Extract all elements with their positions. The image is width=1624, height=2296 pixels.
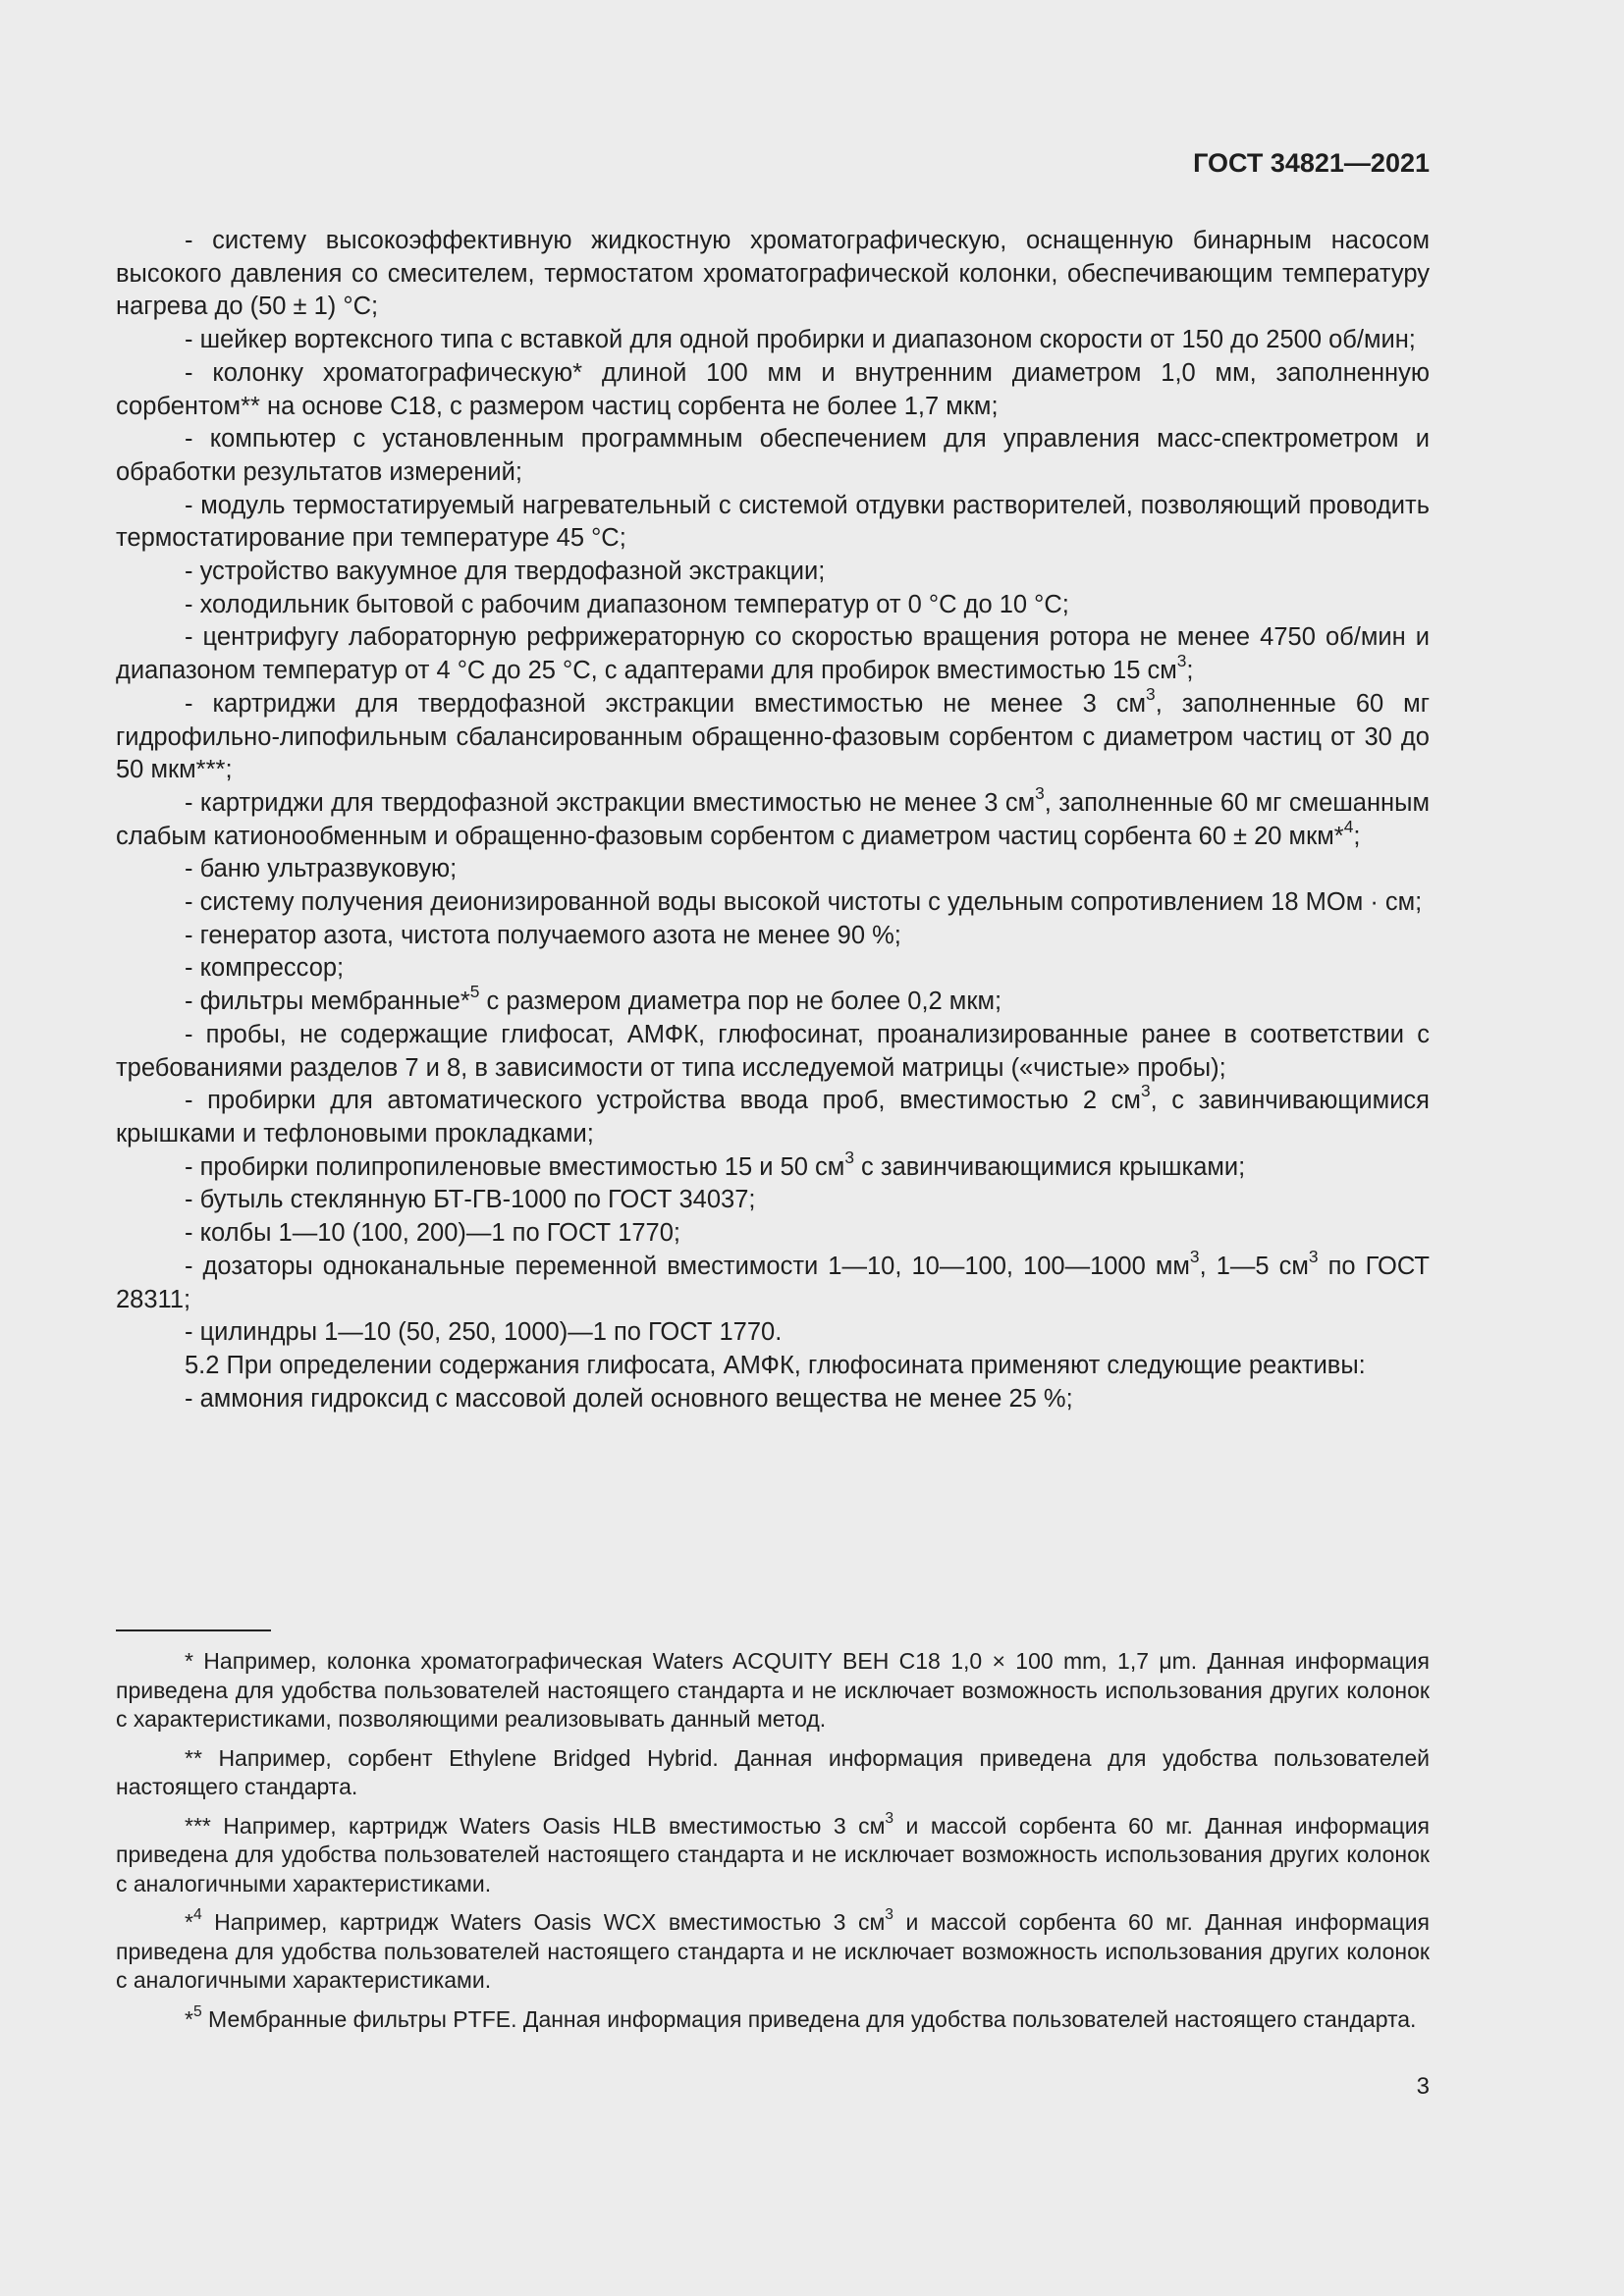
list-item: - бутыль стеклянную БТ-ГВ-1000 по ГОСТ 34037; <box>185 1186 756 1214</box>
superscript: 3 <box>885 1809 894 1827</box>
text-segment: , 1—5 см <box>1199 1252 1309 1280</box>
text-segment: и массой сорбента 60 мг. Данная информация приведена для удобства пользователей настоящего стандарта и не исключает возможность использования других колонок с аналогичными характеристиками. <box>116 1812 1430 1896</box>
list-item <box>116 621 1430 687</box>
list-item <box>116 683 1431 787</box>
page-number: 3 <box>1416 2073 1430 2100</box>
text-segment: по ГОСТ 28311; <box>116 1252 1430 1313</box>
list-item <box>116 1147 1430 1185</box>
list-item: - компьютер с установленным программным обеспечением для управления масс-спектрометром и обработки результатов измерений; <box>116 425 1430 486</box>
text-segment: - дозаторы одноканальные переменной вместимости 1—10, 10—100, 100—1000 мм <box>185 1252 1190 1280</box>
text-segment: и массой сорбента 60 мг. Данная информация приведена для удобства пользователей настоящего стандарта и не исключает возможность использования других колонок с аналогичными характеристиками. <box>116 1909 1431 1993</box>
main-text <box>116 225 1430 1415</box>
superscript: 3 <box>1308 1246 1319 1266</box>
superscript: 3 <box>885 1906 893 1923</box>
list-item: - колонку хроматографическую* длиной 100 мм и внутренним диаметром 1,0 мм, заполненную сорбентом** на основе С18, с размером частиц сорбента не более 1,7 мкм; <box>116 358 1430 420</box>
text-segment: - пробирки полипропиленовые вместимостью 15 и 50 см <box>185 1152 845 1181</box>
document-code: ГОСТ 34821—2021 <box>1193 148 1430 178</box>
list-item <box>116 1081 1430 1150</box>
text-segment: , заполненные 60 мг смешанным слабым катионообменным и обращенно-фазовым сорбентом с диаметром частиц сорбента 60 ± 20 мкм* <box>116 788 1430 850</box>
superscript: 4 <box>1343 816 1354 836</box>
list-item <box>116 782 1430 853</box>
footnote <box>116 2002 1430 2035</box>
list-item: - баню ультразвуковую; <box>185 855 458 883</box>
text-segment: * <box>185 2005 193 2032</box>
superscript: 5 <box>469 982 480 1002</box>
section-paragraph: 5.2 При определении содержания глифосата, АМФК, глюфосината применяют следующие реактивы: <box>185 1351 1366 1379</box>
list-item: - систему получения деионизированной воды высокой чистоты с удельным сопротивлением 18 МОм · см; <box>185 888 1423 917</box>
footnotes <box>116 1647 1430 2044</box>
list-item: - компрессор; <box>185 954 345 983</box>
list-item <box>116 982 1430 1019</box>
list-item: - колбы 1—10 (100, 200)—1 по ГОСТ 1770; <box>185 1219 681 1248</box>
superscript: 5 <box>192 2002 202 2020</box>
list-item: - систему высокоэффективную жидкостную хроматографическую, оснащенную бинарным насосом высокого давления со смесителем, термостатом хроматографической колонки, обеспечивающим температуру нагрева до (50 ± 1) °С; <box>116 227 1430 321</box>
text-segment: ; <box>1186 657 1194 685</box>
list-item: - холодильник бытовой с рабочим диапазоном температур от 0 °С до 10 °С; <box>185 590 1069 618</box>
text-segment: с размером диаметра пор не более 0,2 мкм; <box>479 988 1002 1016</box>
list-item: - пробы, не содержащие глифосат, АМФК, глюфосинат, проанализированные ранее в соответствии с требованиями разделов 7 и 8, в зависимости от типа исследуемой матрицы («чистые» пробы); <box>116 1020 1430 1082</box>
text-segment: * <box>185 1909 193 1935</box>
text-segment: Например, картридж Waters Oasis WCX вместимостью 3 см <box>201 1909 886 1935</box>
text-segment: - центрифугу лабораторную рефрижераторную со скоростью вращения ротора не менее 4750 об/мин и диапазоном температур от 4 °С до 25 °С, с адаптерами для пробирок вместимостью 15 см <box>116 623 1430 685</box>
text-segment: - картриджи для твердофазной экстракции вместимостью не менее 3 см <box>185 788 1036 817</box>
footnote: ** Например, сорбент Ethylene Bridged Hybrid. Данная информация приведена для удобства пользователей настоящего стандарта. <box>116 1744 1430 1799</box>
text-segment: *** Например, картридж Waters Oasis HLB вместимостью 3 см <box>185 1812 886 1839</box>
text-segment: - картриджи для твердофазной экстракции вместимостью не менее 3 см <box>185 689 1147 718</box>
text-segment: - пробирки для автоматического устройства ввода проб, вместимостью 2 см <box>185 1087 1141 1115</box>
superscript: 3 <box>1140 1081 1151 1101</box>
text-segment: с завинчивающимися крышками; <box>853 1152 1246 1181</box>
text-segment: , заполненные 60 мг гидрофильно-липофильным сбалансированным обращенно-фазовым сорбентом с диаметром частиц от 30 до 50 мкм***; <box>116 689 1431 784</box>
superscript: 4 <box>192 1906 202 1923</box>
text-segment: ; <box>1353 822 1361 850</box>
list-item <box>116 1246 1430 1316</box>
list-item: - модуль термостатируемый нагревательный с системой отдувки растворителей, позволяющий проводить термостатирование при температуре 45 °С; <box>116 491 1430 553</box>
footnote <box>116 1809 1430 1899</box>
list-item: - шейкер вортексного типа с вставкой для одной пробирки и диапазоном скорости от 150 до 2500 об/мин; <box>185 326 1416 354</box>
superscript: 3 <box>1035 782 1045 803</box>
text-segment: , с завинчивающимися крышками и тефлоновыми прокладками; <box>116 1087 1430 1148</box>
text-segment: - фильтры мембранные* <box>185 988 470 1016</box>
footnote-divider <box>116 1629 271 1631</box>
list-item: - аммония гидроксид с массовой долей основного вещества не менее 25 %; <box>185 1384 1073 1413</box>
superscript: 3 <box>1176 651 1187 671</box>
footnote: * Например, колонка хроматографическая Waters ACQUITY BEH C18 1,0 × 100 mm, 1,7 μm. Данная информация приведена для удобства пользователей настоящего стандарта и не исключает возможность использования других колонок с характеристиками, позволяющими реализовывать данный метод. <box>116 1648 1430 1732</box>
list-item: - устройство вакуумное для твердофазной экстракции; <box>185 558 826 586</box>
footnote <box>116 1908 1430 1996</box>
text-segment: Мембранные фильтры PTFE. Данная информация приведена для удобства пользователей настоящего стандарта. <box>201 2005 1417 2032</box>
list-item: - генератор азота, чистота получаемого азота не менее 90 %; <box>185 921 901 949</box>
superscript: 3 <box>844 1147 854 1167</box>
superscript: 3 <box>1146 683 1156 704</box>
list-item: - цилиндры 1—10 (50, 250, 1000)—1 по ГОСТ 1770. <box>185 1318 783 1347</box>
superscript: 3 <box>1189 1246 1200 1266</box>
